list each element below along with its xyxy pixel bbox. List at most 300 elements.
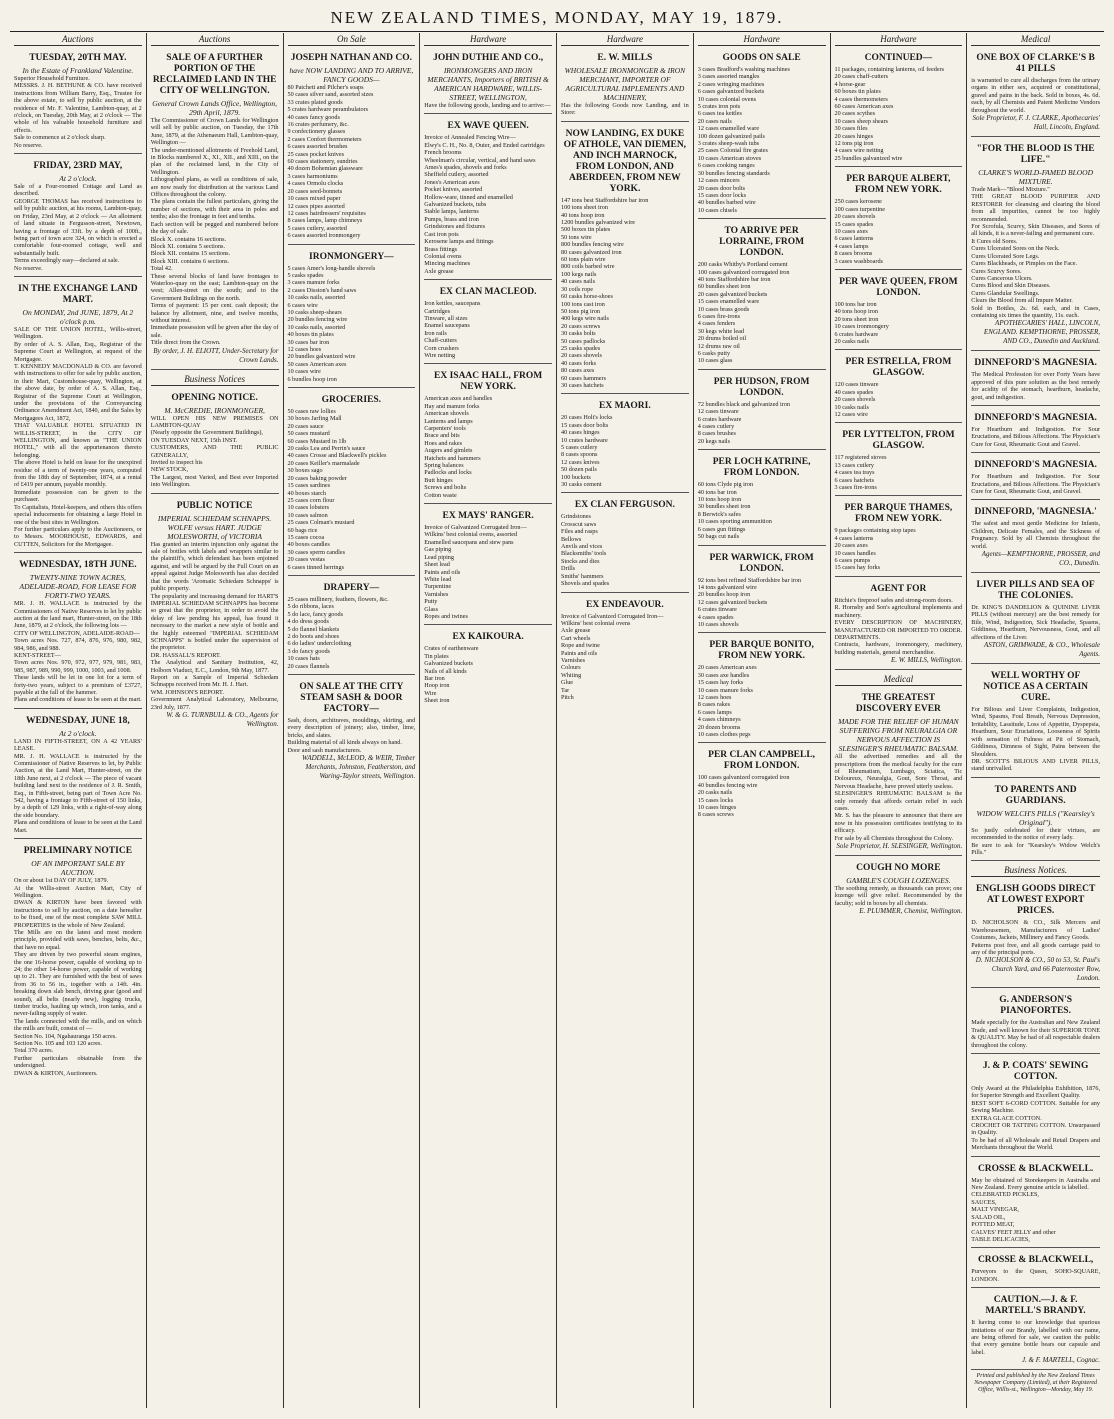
goods-list-item: 30 kegs white lead bbox=[697, 327, 744, 335]
ad-subtitle: OF AN IMPORTANT SALE BY AUCTION. bbox=[31, 859, 125, 878]
goods-list-item: 20 dozen brooms bbox=[697, 723, 741, 731]
goods-list-item: Bellows bbox=[561, 535, 582, 543]
goods-list-item: 4 cases chimneys bbox=[697, 716, 741, 724]
ad-title: PER LYTTELTON, FROM GLASGOW. bbox=[842, 430, 955, 452]
goods-list-item: 100 cases galvanized corrugated iron bbox=[697, 774, 790, 782]
goods-list-item: 12 cases tinware bbox=[697, 408, 739, 416]
goods-list-item: 4 cases lamps bbox=[834, 242, 869, 250]
goods-list-item: Hay and manure forks bbox=[424, 402, 480, 410]
goods-list-item: Glass bbox=[424, 605, 438, 613]
ad-body-text: It having come to our knowledge that spurious imitations of our Brandy, labelled with our name, are being offered for sale, we caution the public that every genuine bottle bears our capsule and label. bbox=[971, 1319, 1100, 1356]
advertisement bbox=[835, 426, 963, 496]
goods-list-item: 20 cases hinges bbox=[834, 132, 873, 140]
ad-title: EX MAORI. bbox=[599, 401, 651, 412]
ad-title: ENGLISH GOODS DIRECT AT LOWEST EXPORT PRICES. bbox=[975, 884, 1096, 917]
goods-list-item: 6 cases lanterns bbox=[834, 235, 874, 243]
goods-list-item: SAUCES, bbox=[971, 1198, 997, 1206]
goods-list-item: 5 do flannel blankets bbox=[287, 625, 340, 633]
goods-list-item: Brace and bits bbox=[424, 432, 460, 440]
goods-list bbox=[561, 613, 689, 702]
column-heading: Hardware bbox=[561, 33, 689, 46]
ad-signature: Sole Proprietor, H. SLESINGER, Wellington. bbox=[836, 842, 963, 850]
goods-list-item: 6 cases pumps bbox=[834, 557, 871, 565]
ad-signature: J. & F. MARTELL, Cognac. bbox=[1021, 1356, 1100, 1365]
goods-list-item: Grindstones and fixtures bbox=[424, 223, 486, 231]
advertisement bbox=[971, 667, 1100, 778]
goods-list-item: Enamelled saucepans and stew pans bbox=[424, 538, 514, 546]
goods-list-item: Crates of earthenware bbox=[424, 645, 479, 653]
advertisement bbox=[698, 49, 826, 219]
goods-list-item: 800 coils barbed wire bbox=[561, 263, 615, 271]
ad-title: DRAPERY— bbox=[323, 582, 380, 593]
goods-list-item: 20 cases shovels bbox=[834, 213, 876, 221]
goods-list-item: Hatchets and hammers bbox=[424, 454, 481, 462]
goods-list-item: Turpentine bbox=[424, 583, 452, 591]
goods-list bbox=[424, 134, 552, 275]
advertisement bbox=[561, 49, 689, 122]
goods-list-item: 40 cases hinges bbox=[561, 429, 600, 437]
advertisement bbox=[835, 580, 963, 670]
goods-list-item: Galvanized buckets bbox=[424, 660, 473, 668]
column-6 bbox=[694, 33, 831, 1408]
ad-body-text: Ritchie's fireproof safes and strong-room doors. R. Hornsby and Son's agricultural implements and machinery. EVERY DESCRIPTION OF MACHINERY, MANUFACTURED OR IMPORTED TO ORDER. DEPARTMENTS. Contracts, hardware, ironmongery, machinery, building materials, general merchandise. bbox=[834, 596, 963, 656]
goods-list-item: Grindstones bbox=[561, 513, 591, 521]
goods-list-item: 60 tons Clyde pig iron bbox=[697, 481, 754, 489]
advertisement bbox=[288, 49, 416, 245]
goods-list-item: Varnishes bbox=[561, 656, 586, 664]
goods-list-item: 2 cases Confort thermometers bbox=[287, 135, 362, 143]
ad-title: PUBLIC NOTICE bbox=[176, 500, 253, 511]
advertisement bbox=[424, 628, 552, 708]
ad-signature: E. PLUMMER, Chemist, Wellington. bbox=[859, 907, 963, 916]
goods-list-item: Butt hinges bbox=[424, 476, 453, 484]
goods-list-item: 6 cases wire bbox=[287, 301, 318, 309]
goods-list-item: Blacksmiths' tools bbox=[561, 550, 607, 558]
ad-title: FRIDAY, 23RD MAY, bbox=[33, 161, 123, 172]
goods-list-item: 20 casks nails bbox=[834, 337, 869, 345]
goods-list bbox=[698, 401, 826, 445]
advertisement bbox=[971, 576, 1100, 664]
goods-list bbox=[288, 84, 416, 240]
advertisement bbox=[561, 596, 689, 706]
goods-list-item: POTTED MEAT, bbox=[971, 1221, 1015, 1229]
goods-list-item: 20 casks Lea and Perrin's sauce bbox=[287, 445, 366, 453]
ad-title: PER WAVE QUEEN, FROM LONDON. bbox=[839, 276, 958, 298]
goods-list-item: 30 casks bolts bbox=[561, 330, 596, 338]
goods-list-item: 10 tons hoop iron bbox=[697, 496, 742, 504]
goods-list-item: 10 cases sporting ammunition bbox=[697, 518, 772, 526]
goods-list-item: 6 casks putty bbox=[697, 350, 731, 357]
ad-title: EX KAIKOURA. bbox=[452, 632, 524, 643]
goods-list-item: 100 tons bar iron bbox=[834, 300, 877, 308]
goods-list-item: 5 casks spades bbox=[287, 271, 324, 279]
column-heading: Hardware bbox=[835, 33, 963, 46]
goods-list-item: 40 tons Staffordshire bar iron bbox=[697, 275, 771, 283]
goods-list-item: 15 cases enamelled ware bbox=[697, 298, 760, 306]
goods-list-item: 25 cases millinery, feathers, flowers, &c. bbox=[287, 595, 389, 603]
goods-list-item: 12 drums raw oil bbox=[697, 342, 740, 350]
goods-list-item: 25 cases corn flour bbox=[287, 496, 335, 504]
ad-title: CONTINUED— bbox=[864, 53, 933, 63]
goods-list-item: Lanterns and lamps bbox=[424, 417, 473, 425]
ad-title: OPENING NOTICE. bbox=[171, 392, 258, 403]
goods-list-item: 6 cases tea kettles bbox=[697, 110, 742, 118]
goods-list-item: Colonial ovens bbox=[424, 252, 462, 260]
advertisement bbox=[14, 842, 142, 1081]
ad-title: EX ISAAC HALL, FROM NEW YORK. bbox=[434, 371, 543, 393]
goods-list-item: Tar bbox=[561, 686, 570, 694]
ad-subtitle: IRONMONGERS AND IRON MERCHANTS, Importers of BRITISH & AMERICAN HARDWARE, WILLIS-STREET, WELLINGTON, bbox=[427, 66, 549, 102]
ad-title: COUGH NO MORE bbox=[856, 863, 941, 873]
goods-list-item: 20 cases Holt's locks bbox=[561, 414, 613, 422]
advertisement bbox=[288, 248, 416, 389]
goods-list-item: Sheet lead bbox=[424, 561, 450, 569]
goods-list-item: 6 cases fire-irons bbox=[697, 312, 741, 320]
goods-list bbox=[698, 664, 826, 738]
goods-list bbox=[424, 645, 552, 704]
goods-list-item: 92 tons best refined Staffordshire bar iron bbox=[697, 576, 802, 584]
ad-body-text: Sash, doors, architraves, mouldings, skirting, and every description of joinery; also, timber, lime, bricks, and slates. Building material of all kinds always on hand. Door and sash manufacturers. bbox=[287, 717, 416, 754]
goods-list-item: Padlocks and locks bbox=[424, 469, 472, 477]
ad-title: PER BARQUE THAMES, FROM NEW YORK. bbox=[844, 503, 953, 525]
goods-list-item: 9 confectionery glasses bbox=[287, 128, 346, 136]
ad-body-text: LAND IN FIFTH-STREET, ON A 42 YEARS' LEASE. MR. J. H. WALLACE is instructed by the Commissioner of Native Reserves to let, by Public Auction, at the Land Mart, Hunter-street, on the 18th June next, at 2 o'clock — The piece of vacant building land next to the residence of J. R. Smith, Esq., in Fifth-street, being part of Town Acre No. 542, having a frontage to Fifth-street of 150 links, by a depth of 129 links, with a right-of-way along the side boundary. Plans and conditions of lease to be seen at the Land Mart. bbox=[14, 737, 142, 834]
ad-title: IRONMONGERY— bbox=[309, 251, 394, 262]
goods-list-item: 50 bags cut nails bbox=[697, 533, 740, 541]
goods-list-item: Iron rails bbox=[424, 329, 447, 337]
goods-list-item: Pumps, brass and iron bbox=[424, 215, 479, 223]
goods-list bbox=[835, 198, 963, 265]
goods-list-item: 12 cases pipes assorted bbox=[287, 202, 345, 210]
goods-list-item: 100 cases galvanized corrugated iron bbox=[697, 268, 790, 276]
goods-list-item: 12 cases hairdressers' requisites bbox=[287, 209, 366, 217]
ad-title: SALE OF A FURTHER PORTION OF THE RECLAIMED LAND IN THE CITY OF WELLINGTON. bbox=[152, 53, 277, 96]
ad-body-text: The soothing remedy, as thousands can prove; one lozenge will give relief. Recommended by the faculty; sold in boxes by all chemists. bbox=[834, 885, 963, 907]
goods-list-item: 6 bundles hoop iron bbox=[287, 375, 337, 383]
goods-list-item: 20 cases door bolts bbox=[697, 184, 746, 192]
goods-list-item: 10 cases ironmongery bbox=[834, 323, 889, 331]
advertisement bbox=[971, 409, 1100, 453]
goods-list-item: 20 cases vestas bbox=[287, 556, 325, 564]
goods-list-item: 60 cases American axes bbox=[834, 103, 894, 111]
goods-list-item: French brooms bbox=[424, 149, 462, 157]
advertisement bbox=[971, 1291, 1100, 1370]
ad-body-text: For Heartburn and Indigestion. For Sour Eructations, and Bilious Affections. The Physician's Cure for Gout, Rheumatic Gout and Gravel. bbox=[971, 425, 1100, 448]
goods-list-item: 12 tons pig iron bbox=[834, 140, 874, 148]
goods-list-item: Colours bbox=[561, 664, 581, 672]
goods-list-item: Iron kettles, saucepans bbox=[424, 300, 481, 308]
goods-list-item: TABLE DELICACIES, bbox=[971, 1235, 1030, 1243]
advertisement bbox=[835, 49, 963, 167]
goods-list-item: 5 do ribbons, laces bbox=[287, 603, 334, 611]
goods-list-item: Cart wheels bbox=[561, 634, 591, 642]
goods-list-item: 40 tons bar iron bbox=[697, 488, 737, 496]
goods-list-item: 6 cases lamps bbox=[697, 708, 732, 716]
goods-list-item: 10 casks nails, assorted bbox=[287, 294, 346, 302]
goods-list bbox=[698, 261, 826, 365]
ad-body-text: Dr. KING'S DANDELION & QUININE LIVER PILLS (without mercury) are the best remedy for Bile, Wind, Indigestion, Sick Headache, Spasms, Giddiness, Heartburn, Nervousness, Gout, and all affections of the Liver. bbox=[971, 604, 1100, 641]
ad-body-text: Only Award at the Philadelphia Exhibition, 1876, for Superior Strength and Excellent Quality. BEST SOFT 6-CORD COTTON. Suitable for any Sewing Machine. EXTRA GLACE COTTON. CROCHET OR TATTING COTTON. Unsurpassed in Quality. To be had of all Wholesale and Retail Drapers and Merchants throughout the World. bbox=[971, 1085, 1100, 1152]
goods-list-item: 11 packages, containing lanterns, oil feeders bbox=[834, 66, 945, 73]
goods-list-item: MALT VINEGAR, bbox=[971, 1206, 1019, 1214]
goods-list-item: 30 cases bar iron bbox=[287, 338, 330, 346]
goods-list-item: 500 boxes tin plates bbox=[561, 226, 611, 234]
ad-title: WEDNESDAY, 18TH JUNE. bbox=[19, 560, 137, 571]
column-heading: Auctions bbox=[14, 33, 142, 46]
goods-list-item: 200 casks Whitby's Portland cement bbox=[697, 261, 788, 269]
goods-list-item: 80 cases galvanized iron bbox=[561, 248, 622, 256]
goods-list-item: Tinware, all sizes bbox=[424, 314, 468, 322]
ad-title: CAUTION.—J. & F. MARTELL'S BRANDY. bbox=[985, 1295, 1086, 1317]
goods-list-item: Stable lamps, lanterns bbox=[424, 208, 479, 216]
goods-list-item: 40 cases fancy goods bbox=[287, 113, 340, 121]
goods-list-item: 6 cases assorted brushes bbox=[287, 143, 348, 151]
goods-list-item: 4 cases wire netting bbox=[834, 147, 884, 155]
goods-list-item: 25 cases Colonial fire grates bbox=[697, 147, 768, 155]
goods-list-item: Augers and gimlets bbox=[424, 447, 473, 455]
goods-list-item: Axle grease bbox=[424, 267, 454, 275]
advertisement bbox=[971, 140, 1100, 351]
goods-list-item: Corn crushers bbox=[424, 344, 459, 352]
goods-list-item: 6 cases assorted ironmongery bbox=[287, 232, 361, 240]
column-3 bbox=[284, 33, 421, 1408]
ad-body-text: For Heartburn and Indigestion. For Sour Eructations, and Bilious Affections. The Physician's Cure for Gout, Rheumatic Gout, and Gravel. bbox=[971, 473, 1100, 495]
goods-list-item: 15 cases door bolts bbox=[561, 421, 609, 429]
ad-title: LIVER PILLS AND SEA OF THE COLONIES. bbox=[976, 580, 1095, 602]
ad-body-text: MR. J. H. WALLACE is instructed by the Commissioners of Native Reserves to let by public auction at the land mart, Hunter-street, on the 18th June, 1879, at 2 o'clock, the following lots — CITY OF WELLINGTON, ADELAIDE-ROAD— Town acres Nos. 727, 874, 876, 976, 980, 982, 984, 986, and 988. KENT-STREET— Town acres Nos. 970, 972, 977, 979, 981, 983, 985, 987, 989, 990, 999, 1000, 1003, and 1008. These lands will be let in one lot for a term of forty-two years, subject to a premium of £3727, payable at the fall of the hammer. Plans and conditions of lease to be seen at the mart. bbox=[14, 600, 142, 704]
goods-list-item: Ropes and twines bbox=[424, 612, 468, 620]
ad-subtitle: IMPERIAL SCHIEDAM SCHNAPPS. WOLFE versus HART. JUDGE MOLESWORTH, of VICTORIA bbox=[157, 513, 272, 541]
goods-list-item: Tin plates bbox=[424, 652, 449, 660]
goods-list-item: 10 cases brass goods bbox=[697, 305, 750, 313]
advertisement bbox=[14, 49, 142, 154]
goods-list-item: 8 cases lamps, lamp chimneys bbox=[287, 217, 363, 225]
goods-list-item: 13 cases cutlery bbox=[834, 461, 875, 469]
goods-list-item: 20 bundles hoop iron bbox=[697, 591, 751, 599]
goods-list-item: 5 do lace, fancy goods bbox=[287, 610, 343, 618]
goods-list-item: Nails of all kinds bbox=[424, 667, 467, 675]
goods-list-item: 10 cases hinges bbox=[697, 804, 737, 812]
ad-title: JOHN DUTHIE AND CO., bbox=[433, 53, 544, 63]
goods-list-item: 100 tons cast iron bbox=[561, 300, 605, 308]
ad-title: G. ANDERSON'S PIANOFORTES. bbox=[999, 995, 1073, 1017]
ad-body-text: May be obtained of Storekeepers in Australia and New Zealand. Every genuine article is labelled. bbox=[971, 1176, 1100, 1192]
goods-list-item: Wire netting bbox=[424, 351, 456, 359]
goods-list-item: 25 cases Colman's mustard bbox=[287, 519, 355, 527]
goods-list-item: Galvanized buckets, tubs bbox=[424, 201, 487, 209]
ad-title: GROCERIES. bbox=[321, 395, 382, 406]
goods-list-item: 40 tons hoop iron bbox=[834, 308, 878, 316]
ad-subtitle: CLARKE'S WORLD-FAMED BLOOD MIXTURE. bbox=[978, 168, 1094, 187]
goods-list-item: 10 cases salmon bbox=[287, 511, 328, 519]
goods-list-item: 80 Patchett and Pilcher's soaps bbox=[287, 84, 364, 91]
goods-list-item: Crosscut saws bbox=[561, 520, 597, 528]
ad-title: EX CLAN MACLEOD. bbox=[439, 287, 537, 298]
section-heading: Business Notices. bbox=[971, 864, 1100, 877]
goods-list-item: American axes and handles bbox=[424, 395, 493, 403]
advertisement bbox=[971, 991, 1100, 1054]
advertisement bbox=[835, 273, 963, 350]
goods-list-item: 6 crates hardware bbox=[697, 415, 742, 423]
ad-title: PER BARQUE BONITO, FROM NEW YORK. bbox=[709, 640, 814, 662]
goods-list-item: 12 cases wire bbox=[834, 411, 868, 418]
advertisement bbox=[971, 781, 1100, 862]
ad-body-text: Made specially for the Australian and New Zealand Trade, and well known for their SUPERIOR TONE & QUALITY. May be had of all respectable dealers throughout the colony. bbox=[971, 1019, 1100, 1049]
goods-list-item: 10 cases mixed paper bbox=[287, 195, 341, 203]
goods-list-item: 15 cases sardines bbox=[287, 482, 331, 490]
goods-list-item: 10 casks nails bbox=[834, 403, 869, 411]
goods-list-item: Hoes and rakes bbox=[424, 439, 463, 447]
goods-list-item: 40 cases forks bbox=[561, 359, 597, 367]
advertisement bbox=[698, 453, 826, 545]
goods-list-item: 60 bundles sheet iron bbox=[697, 283, 751, 291]
goods-list-item: 10 cases shovels bbox=[697, 620, 739, 628]
goods-list-item: 4 cases thermometers bbox=[834, 95, 888, 103]
goods-list-item: 4 do dress goods bbox=[287, 618, 329, 626]
goods-list-item: 3 cases assorted mangles bbox=[697, 73, 760, 81]
goods-list-item: 8 cases spoons bbox=[561, 451, 598, 459]
goods-list-item: 100 buckets bbox=[561, 473, 591, 481]
goods-list-item: 10 cases manure forks bbox=[697, 686, 753, 694]
goods-list bbox=[698, 481, 826, 540]
goods-list-item: 50 tons wire bbox=[561, 233, 592, 241]
goods-list-item: 15 cases spades bbox=[834, 220, 874, 228]
goods-list-item: 50 cases American axes bbox=[287, 360, 347, 368]
goods-list-item: 10 casks sheep-shears bbox=[287, 308, 342, 316]
goods-list-item: 3 cases Bradford's washing machines bbox=[697, 66, 790, 73]
advertisement bbox=[151, 49, 279, 370]
goods-list-item: 10 cases axes bbox=[834, 227, 868, 235]
goods-list-item: 20 cases flannels bbox=[287, 662, 330, 670]
goods-list-item: 60 cases stationery, sundries bbox=[287, 158, 358, 166]
goods-list-item: Hoop iron bbox=[424, 682, 450, 690]
columns-grid bbox=[10, 33, 1104, 1408]
goods-list-item: 40 boxes tin plates bbox=[287, 331, 334, 339]
goods-list-item: 40 tons hoop iron bbox=[561, 211, 605, 219]
goods-list-item: Wilkins' best colonial ovens bbox=[561, 619, 631, 627]
goods-list-item: 25 bundles galvanized wire bbox=[834, 154, 903, 162]
goods-list-item: 10 cases hats bbox=[287, 655, 320, 663]
goods-list-item: Screws and bolts bbox=[424, 484, 467, 492]
goods-list-item: 15 cases door locks bbox=[697, 191, 747, 199]
goods-list-item: Brass fittings bbox=[424, 245, 458, 253]
goods-list-item: 117 registered stoves bbox=[834, 454, 887, 462]
section-heading: Business Notices bbox=[151, 373, 279, 386]
goods-list-item: 40 dozen Bohemian glassware bbox=[287, 165, 363, 173]
ad-title: EX WAVE QUEEN. bbox=[447, 121, 529, 132]
column-4 bbox=[420, 33, 557, 1408]
goods-list-item: 10 casks nails, assorted bbox=[287, 323, 346, 331]
goods-list-item: 6 crates hardware bbox=[834, 330, 879, 338]
goods-list-item: 10 cases handles bbox=[834, 549, 876, 557]
goods-list-item: Invoice of Galvanized Corrugated Iron— bbox=[424, 524, 527, 532]
advertisement bbox=[698, 746, 826, 822]
ad-title: EX CLAN FERGUSON. bbox=[574, 500, 675, 511]
ad-body-text: Purveyors to the Queen, SOHO-SQUARE, LONDON. bbox=[971, 1268, 1100, 1283]
column-heading: Medical bbox=[971, 33, 1100, 46]
goods-list-item: 80 cases axes bbox=[561, 367, 595, 375]
goods-list bbox=[561, 414, 689, 488]
goods-list-item: 100 cases turpentine bbox=[834, 205, 886, 213]
advertisement bbox=[971, 880, 1100, 988]
goods-list-item: 30 coils rope bbox=[561, 285, 593, 293]
ad-title: CROSSE & BLACKWELL, bbox=[977, 1255, 1094, 1266]
goods-list-item: 15 cases locks bbox=[697, 796, 734, 804]
goods-list-item: 10 cases glass bbox=[697, 357, 733, 365]
advertisement bbox=[971, 1251, 1100, 1288]
goods-list-item: 15 cases hay forks bbox=[697, 679, 744, 687]
goods-list-item: 12 cases hoes bbox=[287, 346, 322, 353]
goods-list-item: 10 cases clothes pegs bbox=[697, 731, 751, 738]
goods-list-item: Rope and twine bbox=[561, 642, 600, 650]
goods-list-item: 8 cases brushes bbox=[697, 430, 736, 438]
advertisement bbox=[561, 496, 689, 592]
goods-list-item: 12 cases hoes bbox=[697, 693, 732, 701]
goods-list-item: 20 cases nails bbox=[697, 117, 732, 125]
column-heading: Hardware bbox=[698, 33, 826, 46]
ad-body-text: Has granted an interim injunction only against the sale of bottles with labels and wrappers similar to the plaintiff's, which defendant has been enjoined against, and will be argued by the Full Court on an appeal against Judge Molesworth has also decided that the words 'Aromatic Schiedam Schnapps' is public property. The popularity and increasing demand for HART'S IMPERIAL SCHIEDAM SCHNAPPS has become so great that the proprietor, in order to avoid the delay of law pending his appeal, has found it necessary to the market a new style of bottle and the highly esteemed "IMPERIAL SCHIEDAM SCHNAPPS" is bottled under the supervision of the proprietor. DR. HASSALL'S REPORT. The Analytical and Sanitary Institution, 42, Holborn Viaduct, E.C., London, 9th May, 1877. Report on a Sample of Imperial Schiedam Schnapps received from Mr. H. J. Hart. WM. JOHNSON'S REPORT. Government Analytical Laboratory, Melbourne, 23rd July, 1877. bbox=[150, 540, 279, 711]
ad-body-text: Trade Mark—"Blood Mixture." THE GREAT BLOOD PURIFIER AND RESTORER for cleansing and clearing the blood from all impurities, cannot be too highly recommended. For Scrofula, Scurvy, Skin Diseases, and Sores of all kinds, it is a never-failing and permanent cure. It Cures old Sores. Cures Ulcerated Sores on the Neck. Cures Ulcerated Sore Legs. Cures Blackheads, or Pimples on the Face. Cures Scurvy Sores. Cures Cancerous Ulcers. Cures Blood and Skin Diseases. Cures Glandular Swellings. Clears the Blood from all Impure Matter. Sold in Bottles, 2s. 6d. each, and in Cases, containing six times the quantity, 11s. each. bbox=[971, 186, 1100, 319]
goods-list-item: 25 cases pocket knives bbox=[287, 150, 345, 158]
goods-list-item: Chaff-cutters bbox=[424, 337, 457, 345]
advertisement bbox=[288, 678, 416, 785]
ad-subtitle: have NOW LANDING AND TO ARRIVE, FANCY GOODS— bbox=[289, 66, 414, 84]
goods-list-item: 2 cases wringing machines bbox=[697, 80, 765, 88]
column-7 bbox=[831, 33, 968, 1408]
goods-list-item: 147 tons best Staffordshire bar iron bbox=[561, 196, 649, 204]
goods-list-item: CALVES' FEET JELLY and other bbox=[971, 1228, 1056, 1236]
goods-list-item: Wire bbox=[424, 689, 437, 697]
ad-title: NOW LANDING, EX DUKE OF ATHOLE, VAN DIEMEN, AND INCH MARNOCK, FROM LONDON, AND ABERDEEN, FROM NEW YORK. bbox=[563, 128, 687, 194]
goods-list-item: 16 crates perfumery, &c. bbox=[287, 121, 349, 129]
ad-body-text: The safest and most gentle Medicine for Infants, Children, Delicate Females, and the Sickness of Pregnancy. Sold by all Chemists throughout the world. bbox=[971, 520, 1100, 550]
ad-title: JOSEPH NATHAN AND CO. bbox=[290, 53, 412, 63]
goods-list-item: 30 casks cement bbox=[561, 481, 602, 489]
ad-signature: W. & G. TURNBULL & CO., Agents for Wellington. bbox=[166, 711, 279, 728]
ad-signature: Sole Proprietor, F. J. CLARKE, Apothecaries' Hall, Lincoln, England. bbox=[972, 114, 1100, 132]
advertisement bbox=[424, 507, 552, 625]
goods-list-item: Cast iron pots bbox=[424, 230, 459, 238]
advertisement bbox=[14, 157, 142, 277]
goods-list-item: 60 bags rice bbox=[287, 526, 318, 534]
goods-list-item: 20 kegs nails bbox=[697, 437, 731, 445]
goods-list-item: Invoice of Annealed Fencing Wire— bbox=[424, 134, 516, 142]
goods-list-item: 5 crates hardware perambulators bbox=[287, 106, 369, 114]
ad-title: "FOR THE BLOOD IS THE LIFE." bbox=[976, 144, 1095, 166]
goods-list-item: 8 cases brooms bbox=[834, 250, 873, 258]
ad-subtitle: MADE FOR THE RELIEF OF HUMAN SUFFERING FROM NEURALGIA OR NERVOUS AFFECTION IS SLESINGER'S RHEUMATIC BALSAM. bbox=[838, 717, 959, 754]
column-2 bbox=[147, 33, 284, 1408]
advertisement bbox=[698, 373, 826, 450]
ad-title: DINNEFORD, 'MAGNESIA.' bbox=[974, 507, 1097, 518]
column-heading: Auctions bbox=[151, 33, 279, 46]
goods-list-item: 12 cases mincers bbox=[697, 177, 740, 185]
goods-list-item: 6 do ladies' underclothing bbox=[287, 640, 352, 648]
advertisement bbox=[14, 556, 142, 709]
advertisement bbox=[424, 283, 552, 364]
goods-list-item: 30 bundles sheet iron bbox=[697, 503, 751, 511]
goods-list-item: 50 dozen pails bbox=[561, 466, 597, 474]
goods-list-item: Pocket knives, assorted bbox=[424, 186, 483, 194]
ad-title: THE GREATEST DISCOVERY EVER bbox=[855, 693, 941, 715]
goods-list-item: Carpenters' tools bbox=[424, 425, 466, 432]
advertisement bbox=[698, 549, 826, 634]
goods-list-item: 50 cases padlocks bbox=[561, 337, 606, 345]
goods-list-item: Lead piping bbox=[424, 553, 454, 561]
advertisement bbox=[971, 354, 1100, 406]
column-heading: Hardware bbox=[424, 33, 552, 46]
advertisement bbox=[424, 367, 552, 504]
